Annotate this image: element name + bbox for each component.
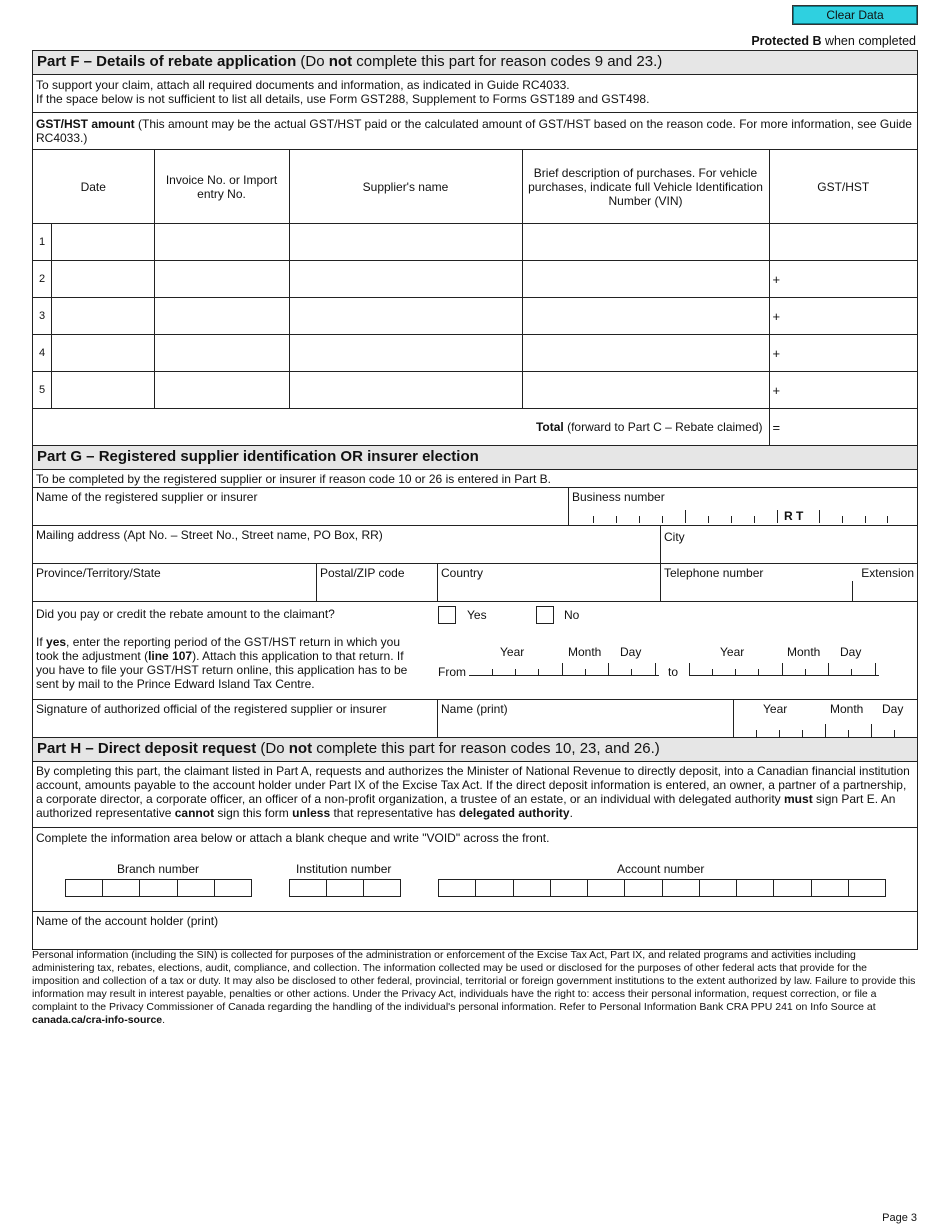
yes-checkbox[interactable] — [438, 606, 456, 624]
row-number: 3 — [38, 310, 46, 322]
complete-info-text: Complete the information area below or attach a blank cheque and write "VOID" across the front. — [36, 831, 550, 845]
to-day-label: Day — [840, 645, 862, 659]
no-label: No — [564, 608, 580, 622]
mailing-address-field[interactable] — [33, 526, 660, 563]
institution-number-input[interactable] — [289, 879, 401, 897]
col-gst-hst: GST/HST — [769, 150, 917, 224]
col-description: Brief description of purchases. For vehicle purchases, indicate full Vehicle Identification Number (VIN) — [522, 150, 769, 224]
invoice-input[interactable] — [154, 335, 289, 372]
to-label: to — [668, 665, 679, 679]
telephone-label: Telephone number — [664, 566, 764, 580]
to-date-input[interactable] — [689, 664, 879, 676]
gst-hst-amount-note: GST/HST amount (This amount may be the actual GST/HST paid or the calculated amount of GST/HST based on the reason code. For more information, see Guide RC4033.) — [33, 113, 917, 150]
bn-combs — [569, 511, 897, 523]
info-source-link[interactable]: canada.ca/cra-info-source — [32, 1014, 163, 1026]
col-supplier: Supplier's name — [289, 150, 522, 224]
part-g-intro: To be completed by the registered supplier or insurer if reason code 10 or 26 is entered in Part B. — [33, 470, 917, 488]
account-number-input[interactable] — [438, 879, 886, 897]
signature-label: Signature of authorized official of the registered supplier or insurer — [36, 702, 387, 716]
table-row — [33, 372, 917, 409]
supplier-input[interactable] — [289, 335, 522, 372]
total-input[interactable] — [769, 409, 917, 446]
extension-label: Extension — [861, 566, 914, 580]
invoice-input[interactable] — [154, 224, 289, 261]
branch-number-label: Branch number — [117, 862, 200, 876]
account-holder-label: Name of the account holder (print) — [36, 914, 219, 928]
postal-code-label: Postal/ZIP code — [320, 566, 405, 580]
branch-number-input[interactable] — [65, 879, 252, 897]
row-number: 4 — [38, 347, 46, 359]
sig-month-label: Month — [830, 702, 864, 716]
account-number-label: Account number — [617, 862, 705, 876]
equals-sign: = — [772, 419, 781, 435]
province-row — [33, 564, 917, 602]
date-input[interactable] — [51, 372, 154, 408]
supplier-name-label: Name of the registered supplier or insurer — [36, 490, 258, 504]
signature-field[interactable] — [33, 700, 437, 737]
date-input[interactable] — [51, 298, 154, 334]
table-row — [33, 261, 917, 298]
to-year-label: Year — [720, 645, 745, 659]
row-number: 2 — [38, 273, 46, 285]
total-label: Total (forward to Part C – Rebate claimed) — [33, 409, 769, 446]
part-h-header: Part H – Direct deposit request (Do not complete this part for reason codes 10, 23, and 26.) — [33, 738, 917, 762]
province-field[interactable] — [33, 564, 316, 601]
table-row — [33, 224, 917, 261]
plus-sign: + — [772, 271, 781, 287]
mailing-row — [33, 526, 917, 564]
business-number-label: Business number — [572, 490, 665, 504]
protected-b-notice: Protected B when completed — [751, 34, 916, 48]
supplier-input[interactable] — [289, 261, 522, 298]
page-number: Page 3 — [882, 1212, 917, 1224]
signature-date-field[interactable] — [733, 700, 917, 737]
banking-info-section — [33, 828, 917, 912]
privacy-statement: Personal information (including the SIN) is collected for purposes of the administration or enforcement of the Excise Tax Act, Part IX, and related programs and activities including administering tax, rebates, elections, audit, compliance, and collection. The information collected may be used or disclosed for the purposes of other federal acts that provide for the imposition and collection of a tax or duty. It may also be disclosed to other federal, provincial, territorial or foreign government institutions to the extent authorized by law. Failure to provide this information may result in interest payable, penalties or other actions. Under the Privacy Act, individuals have the right to: access their personal information, request correction, or file a complaint to the Privacy Commissioner of Canada regarding the handling of the individual's personal information. Refer to Personal Information Bank CRA PPU 241 on Info Source at canada.ca/cra-info-source. — [32, 949, 916, 1026]
from-year-label: Year — [500, 645, 525, 659]
plus-sign: + — [772, 382, 781, 398]
description-input[interactable] — [522, 298, 769, 335]
description-input[interactable] — [522, 261, 769, 298]
city-field[interactable] — [660, 526, 917, 563]
from-label: From — [438, 665, 466, 679]
if-yes-instructions: If yes, enter the reporting period of the GST/HST return in which you took the adjustment (line 107). Attach this application to that return. If you have to file your GST/HST return online, this application has to be sent by mail to the Prince Edward Island Tax Centre. — [36, 635, 408, 691]
col-date: Date — [33, 150, 154, 224]
telephone-field[interactable] — [660, 564, 917, 601]
row-number: 5 — [38, 384, 46, 396]
part-f-header: Part F – Details of rebate application (Do not complete this part for reason codes 9 and 23.) — [33, 51, 917, 75]
date-input[interactable] — [51, 261, 154, 297]
country-label: Country — [441, 566, 484, 580]
form-body — [32, 50, 918, 950]
institution-number-label: Institution number — [296, 862, 392, 876]
name-print-field[interactable] — [437, 700, 733, 737]
invoice-input[interactable] — [154, 261, 289, 298]
gst-hst-input[interactable] — [769, 298, 917, 335]
yes-label: Yes — [467, 608, 487, 622]
from-month-label: Month — [568, 645, 602, 659]
total-row — [33, 409, 917, 446]
clear-data-button[interactable]: Clear Data — [792, 5, 918, 25]
sig-day-label: Day — [882, 702, 904, 716]
province-label: Province/Territory/State — [36, 566, 161, 580]
city-label: City — [664, 530, 685, 544]
supplier-input[interactable] — [289, 298, 522, 335]
mailing-address-label: Mailing address (Apt No. – Street No., Street name, PO Box, RR) — [36, 528, 383, 542]
gst-hst-input[interactable] — [769, 335, 917, 372]
description-input[interactable] — [522, 224, 769, 261]
business-number-field[interactable] — [568, 488, 917, 525]
table-row — [33, 335, 917, 372]
account-holder-field[interactable] — [33, 912, 917, 949]
table-row — [33, 298, 917, 335]
gst-hst-input[interactable] — [769, 224, 917, 261]
no-checkbox[interactable] — [536, 606, 554, 624]
purchases-table — [33, 150, 917, 446]
name-print-label: Name (print) — [441, 702, 508, 716]
description-input[interactable] — [522, 372, 769, 409]
col-invoice: Invoice No. or Import entry No. — [154, 150, 289, 224]
row-number: 1 — [38, 236, 46, 248]
date-input[interactable] — [51, 335, 154, 371]
description-input[interactable] — [522, 335, 769, 372]
from-date-input[interactable] — [469, 664, 659, 676]
date-input[interactable] — [51, 224, 154, 260]
from-day-label: Day — [620, 645, 642, 659]
direct-deposit-authorization: By completing this part, the claimant listed in Part A, requests and authorizes the Minister of National Revenue to directly deposit, into a Canadian financial institution account, amounts payable to the account holder under Part IX of the Excise Tax Act. If the direct deposit information is entered, an owner, a partner of a partnership, a corporate director, a corporate officer, an officer of a non-profit organization, a trustee of an estate, or an individual with delegated authority must sign Part E. An authorized representative cannot sign this form unless that representative has delegated authority. — [33, 762, 917, 828]
sig-year-label: Year — [763, 702, 788, 716]
plus-sign: + — [772, 345, 781, 361]
signature-row — [33, 700, 917, 738]
supplier-name-row — [33, 488, 917, 526]
supplier-input[interactable] — [289, 372, 522, 409]
supplier-input[interactable] — [289, 224, 522, 261]
rebate-paid-section — [33, 602, 917, 700]
gst-hst-input[interactable] — [769, 261, 917, 298]
part-f-support-text: To support your claim, attach all required documents and information, as indicated in Guide RC4033. If the space below is not sufficient to list all details, use Form GST288, Supplement to Forms GST189 and GST498. — [33, 75, 917, 113]
postal-code-field[interactable] — [316, 564, 437, 601]
rebate-paid-question: Did you pay or credit the rebate amount to the claimant? — [36, 607, 335, 621]
rt-label: R T — [784, 509, 804, 523]
part-g-header: Part G – Registered supplier identification OR insurer election — [33, 446, 917, 470]
to-month-label: Month — [787, 645, 821, 659]
plus-sign: + — [772, 308, 781, 324]
invoice-input[interactable] — [154, 372, 289, 409]
gst-hst-input[interactable] — [769, 372, 917, 409]
supplier-name-field[interactable] — [33, 488, 568, 525]
country-field[interactable] — [437, 564, 660, 601]
invoice-input[interactable] — [154, 298, 289, 335]
